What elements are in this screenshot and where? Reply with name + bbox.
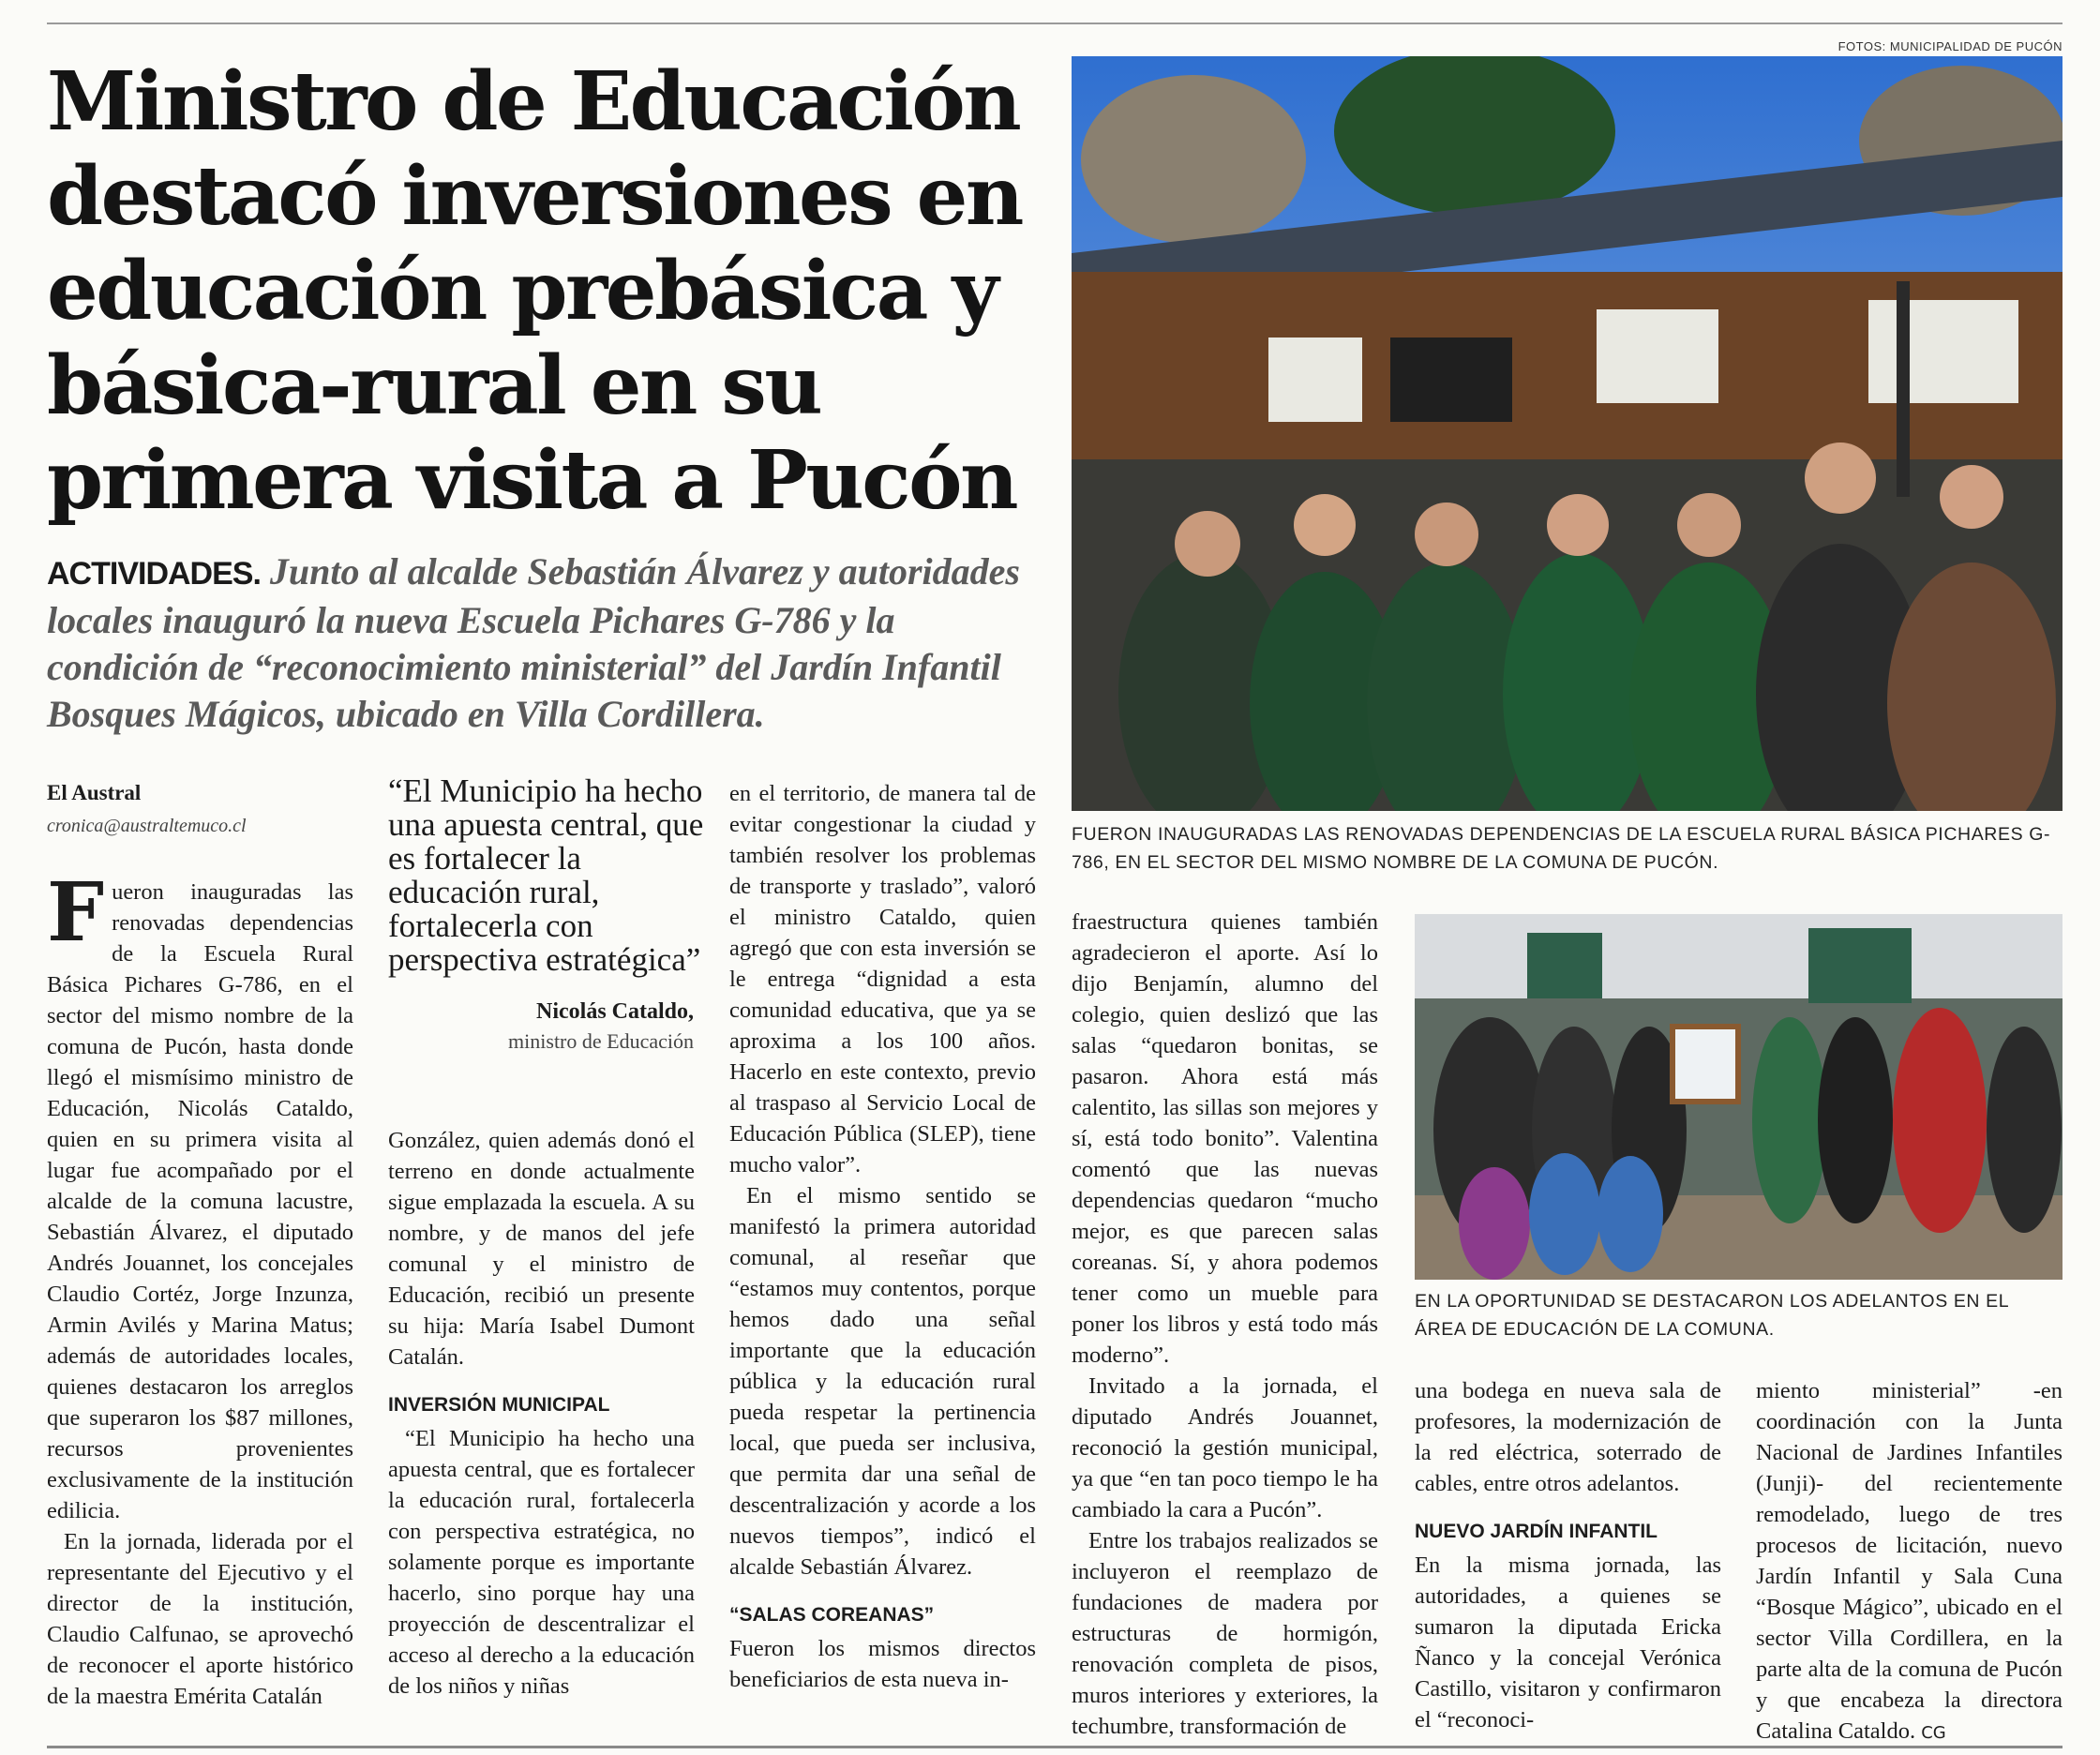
body-paragraph: González, quien además donó el terreno en donde actualmente sigue emplazada la escuela. A su nombre, y de manos del jefe comunal y el ministro de Educación, recibió un presente su hija: María Isabel Dumont Catalán. [388,1128,695,1370]
article-deck [47,548,1022,738]
body-paragraph: una bodega en nueva sala de profesores, la modernización de la red eléctrica, soterrado de cables, entre otros adelantos. [1415,1378,1721,1496]
body-paragraph: En la misma jornada, las autoridades, a quienes se sumaron la diputada Ericka Ñanco y la concejal Verónica Castillo, visitaron y confirmaron el “reconoci- [1415,1552,1721,1732]
body-column-2 [388,1125,695,1702]
body-paragraph: en el territorio, de manera tal de evitar congestionar la ciudad y también resolver los problemas de transporte y traslado”, valoró el ministro Cataldo, quien agregó que con esta inversión se le entrega “dignidad a esta comunidad educativa, que ya se aproxima a los 100 años. Hacerlo en este contexto, previo al traspaso al Servicio Local de Educación Pública (SLEP), tiene mucho valor”. [729,781,1036,1178]
main-photo [1072,56,2062,811]
pull-quote-role: ministro de Educación [508,1029,694,1053]
section-subhead: “SALAS COREANAS” [729,1604,935,1626]
second-photo [1415,914,2062,1280]
section-subhead: NUEVO JARDÍN INFANTIL [1415,1521,1658,1542]
byline-author: El Austral [47,781,142,804]
deck-text: Junto al alcalde Sebastián Álvarez y autoridades locales inauguró la nueva Escuela Pichares G-786 y la condición de “reconocimiento ministerial” del Jardín Infantil Bosques Mágicos, ubicado en Villa Cordillera. [47,550,1020,735]
body-paragraph: ueron inauguradas las renovadas dependencias de la Escuela Rural Básica Pichares G-786, en el sector del mismo nombre de la comuna de Pucón, hasta donde llegó el mismísimo ministro de Educación, Nicolás Cataldo, quien en su primera visita al lugar fue acompañado por el alcalde de la comuna lacustre, Sebastián Álvarez, el diputado Andrés Jouannet, los concejales Claudio Cortéz, Jorge Inzunza, Armin Avilés y Marina Matus; además de autoridades locales, quienes destacaron los arreglos que superaron los $87 millones, recursos provenientes exclusivamente de la institución edilicia. [47,879,353,1523]
pull-quote-name: Nicolás Cataldo, [536,999,694,1024]
second-photo-caption: EN LA OPORTUNIDAD SE DESTACARON LOS ADELANTOS EN EL ÁREA DE EDUCACIÓN DE LA COMUNA. [1415,1291,2009,1340]
drop-cap: F [47,865,105,960]
body-column-4 [1072,907,1378,1742]
body-text: miento ministerial” -en coordinación con la Junta Nacional de Jardines Infantiles (Junji)- del recientemente remodelado, luego de tres procesos de licitación, nuevo Jardín Infantil y Sala Cuna “Bosque Mágico”, ubicado en el sector Villa Cordillera, en la parte alta de la comuna de Pucón y que encabeza la directora Catalina Cataldo. [1756,1378,2062,1744]
body-paragraph: En el mismo sentido se manifestó la primera autoridad comunal, al reseñar que “estamos muy contentos, porque hemos dado una señal importante que la educación pública y la educación rural pueda respetar la pertinencia local, que pueda ser inclusiva, que permita dar una señal de descentralización y acorde a los nuevos tiempos”, indicó el alcalde Sebastián Álvarez. [729,1183,1036,1580]
body-column-3 [729,778,1036,1695]
body-column-6 [1756,1375,2062,1748]
body-column-1 [47,865,353,1712]
body-paragraph: fraestructura quienes también agradecieron el aporte. Así lo dijo Benjamín, alumno del colegio, quien deslizó que las salas “quedaron bonitas, se pasaron. Ahora está más calentito, las sillas son mejores y sí, está todo bonito”. Valentina comentó que las nuevas dependencias quedaron “mucho mejor, es que parecen salas coreanas. Sí, y ahora podemos tener como un mueble para poner los libros y está todo más moderno”. [1072,909,1378,1368]
byline-email: cronica@australtemuco.cl [47,816,247,836]
body-paragraph: Invitado a la jornada, el diputado Andrés Jouannet, reconoció la gestión municipal, ya que “en tan poco tiempo le ha cambiado la cara a Pucón”. [1072,1373,1378,1522]
section-subhead: INVERSIÓN MUNICIPAL [388,1394,610,1416]
top-rule [47,22,2062,24]
pull-quote: “El Municipio ha hecho una apuesta central, que es fortalecer la educación rural, fortalecerla con perspectiva estratégica” [388,772,704,978]
deck-kicker: ACTIVIDADES. [47,556,261,592]
bottom-rule [47,1746,2062,1748]
article-headline: Ministro de Educación destacó inversiones en educación prebásica y básica-rural en su primera visita a Pucón [47,54,1022,528]
body-paragraph: En la jornada, liderada por el representante del Ejecutivo y el director de la institución, Claudio Calfunao, se aprovechó de reconocer el aporte histórico de la maestra Emérita Catalán [47,1529,353,1709]
body-column-5 [1415,1375,1721,1735]
body-paragraph [1756,1375,2062,1748]
main-photo-caption: FUERON INAUGURADAS LAS RENOVADAS DEPENDENCIAS DE LA ESCUELA RURAL BÁSICA PICHARES G-786, EN EL SECTOR DEL MISMO NOMBRE DE LA COMUNA DE PUCÓN. [1072,824,2051,873]
body-paragraph: “El Municipio ha hecho una apuesta central, que es fortalecer la educación rural, fortalecerla con perspectiva estratégica, no solamente porque es importante hacerlo, sino porque hay una proyección de descentralizar el acceso al derecho a la educación de los niños y niñas [388,1426,695,1699]
end-mark: CG [1921,1723,1946,1743]
photo-credit: FOTOS: MUNICIPALIDAD DE PUCÓN [1838,39,2062,53]
body-paragraph: Fueron los mismos directos beneficiarios de esta nueva in- [729,1636,1036,1692]
body-paragraph: Entre los trabajos realizados se incluyeron el reemplazo de fundaciones de madera por estructuras de hormigón, renovación completa de pisos, muros interiores y exteriores, la techumbre, transformación de [1072,1528,1378,1739]
